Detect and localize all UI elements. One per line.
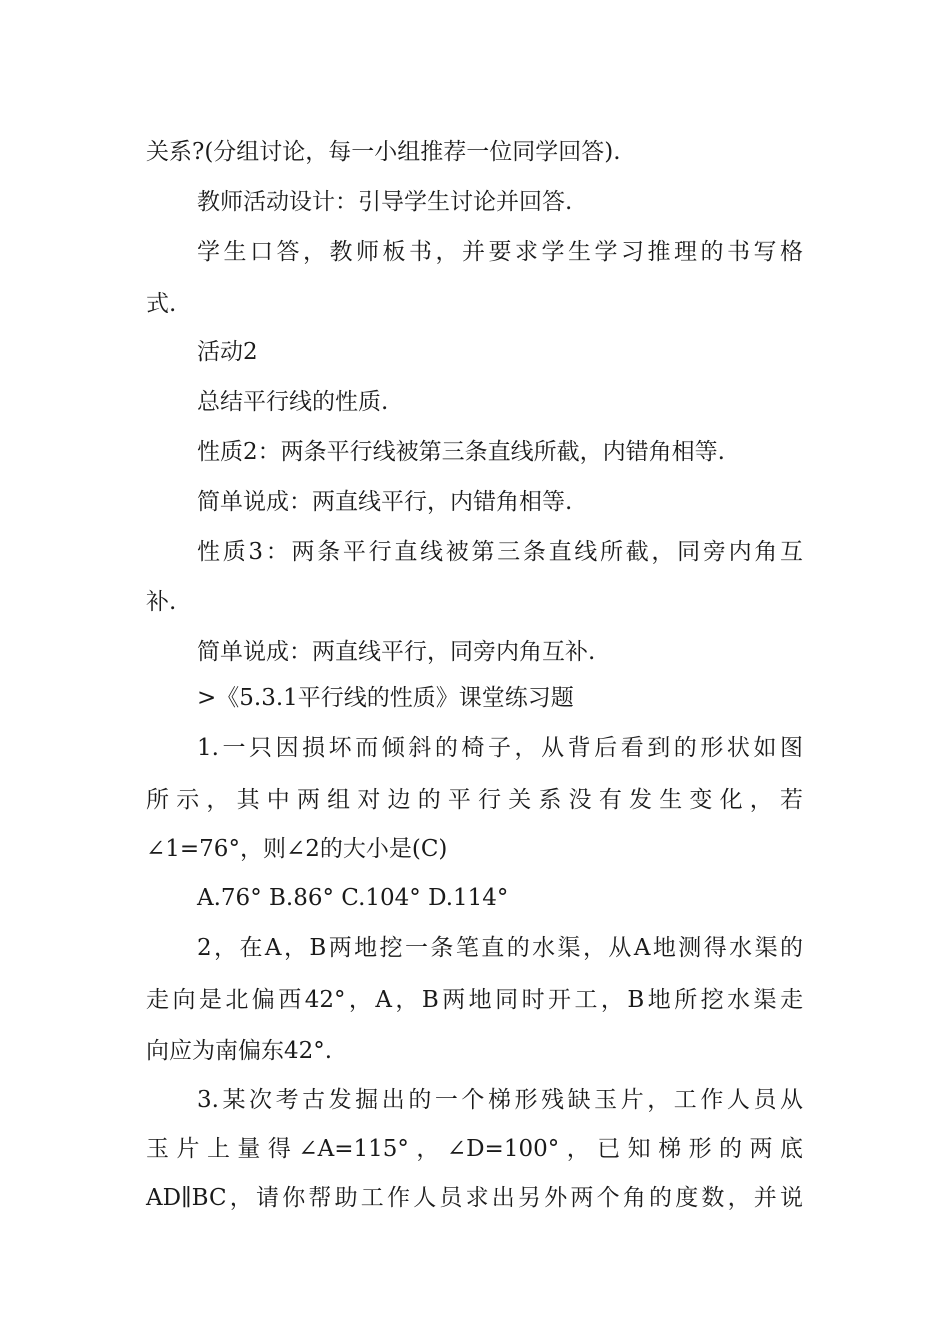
exercise-heading: >《5.3.1平行线的性质》课堂练习题 (197, 685, 574, 711)
question-line: ∠1=76°，则∠2的大小是(C) (146, 836, 448, 862)
question-line: AD∥BC，请你帮助工作人员求出另外两个角的度数，并说 (146, 1185, 803, 1211)
question-line: 1.一只因损坏而倾斜的椅子，从背后看到的形状如图 (197, 735, 803, 761)
answer-options: A.76° B.86° C.104° D.114° (197, 885, 509, 911)
text-line: 补. (146, 589, 177, 615)
text-line: 总结平行线的性质. (197, 389, 389, 415)
section-heading: 活动2 (197, 339, 258, 365)
question-line: 所示，其中两组对边的平行关系没有发生变化，若 (146, 787, 803, 813)
text-line: 教师活动设计：引导学生讨论并回答. (197, 189, 573, 215)
question-line: 3.某次考古发掘出的一个梯形残缺玉片，工作人员从 (197, 1087, 803, 1113)
question-line: 2，在A，B两地挖一条笔直的水渠，从A地测得水渠的 (197, 935, 803, 961)
question-line: 玉片上量得∠A=115°，∠D=100°，已知梯形的两底 (146, 1136, 803, 1162)
question-line: 走向是北偏西42°，A，B两地同时开工，B地所挖水渠走 (146, 987, 803, 1013)
text-line: 性质2：两条平行线被第三条直线所截，内错角相等. (197, 439, 725, 465)
text-line: 学生口答，教师板书，并要求学生学习推理的书写格 (197, 239, 803, 265)
text-line: 式. (146, 291, 177, 317)
question-line: 向应为南偏东42°. (146, 1038, 333, 1064)
text-line: 简单说成：两直线平行，同旁内角互补. (197, 639, 596, 665)
text-line: 简单说成：两直线平行，内错角相等. (197, 489, 573, 515)
text-line: 关系?(分组讨论，每一小组推荐一位同学回答). (146, 139, 621, 165)
text-line: 性质3：两条平行直线被第三条直线所截，同旁内角互 (197, 539, 803, 565)
